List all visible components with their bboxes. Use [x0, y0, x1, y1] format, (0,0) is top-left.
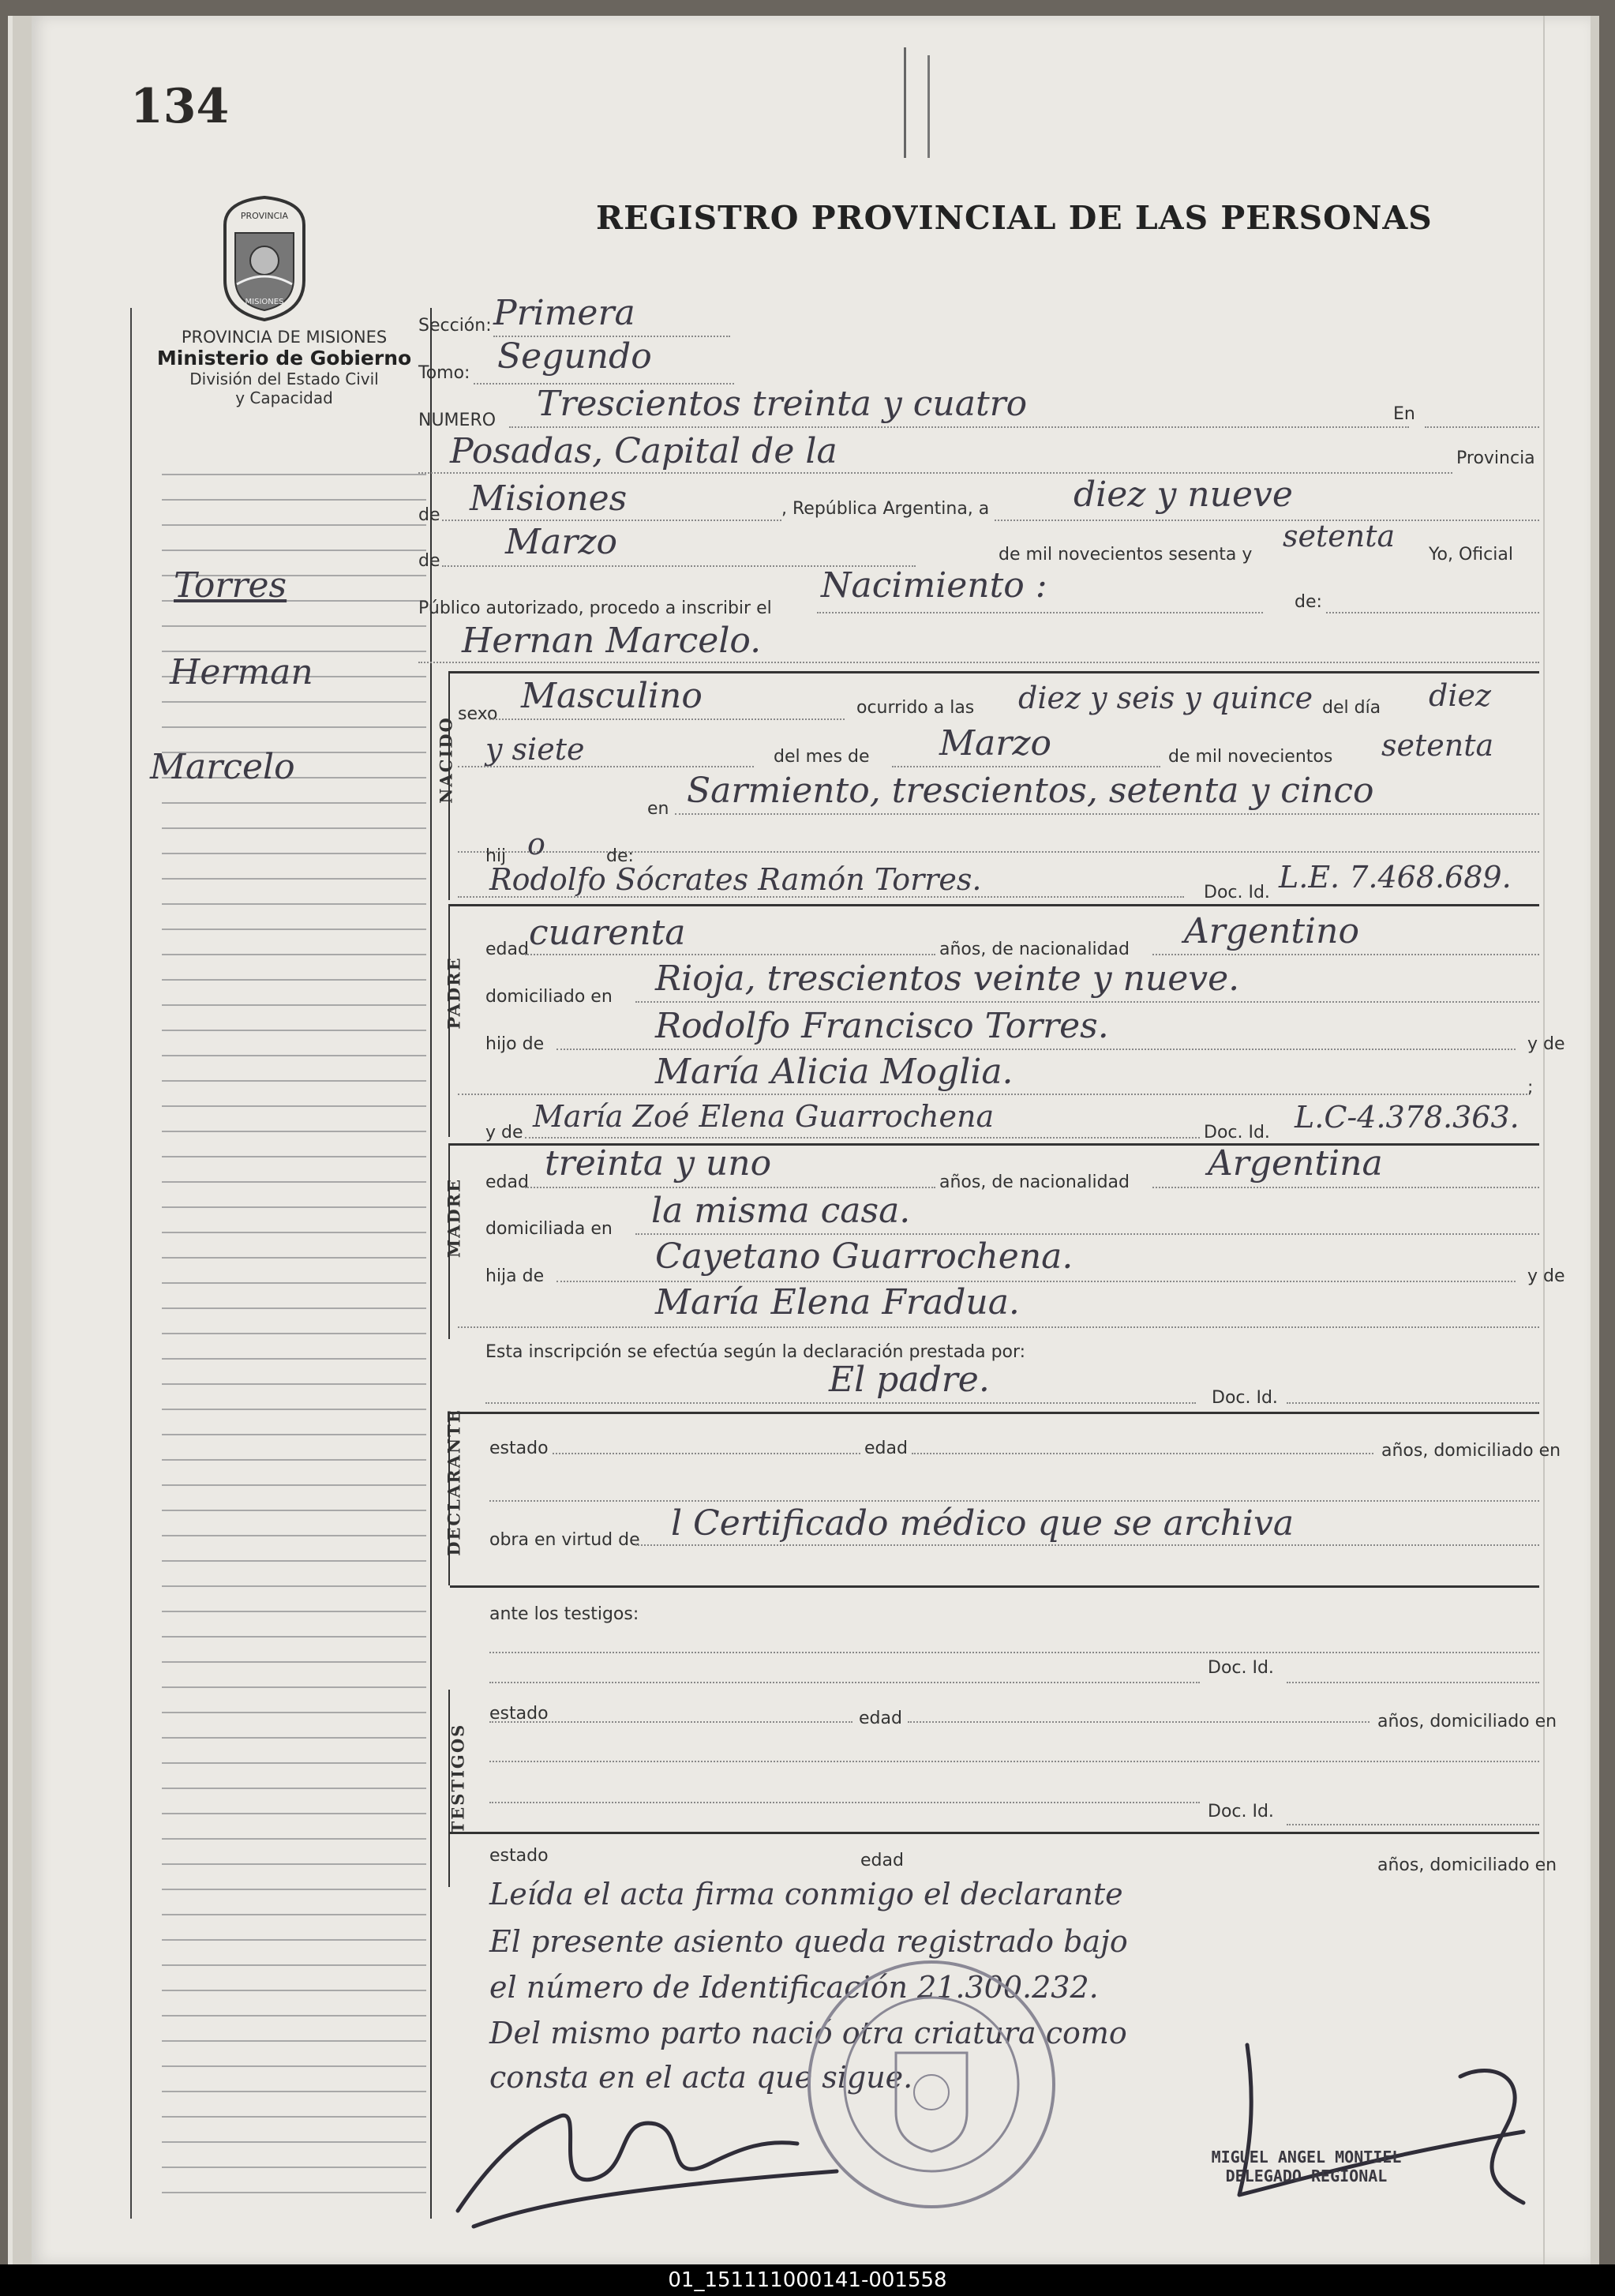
province-seal-icon — [213, 193, 316, 324]
seccion-label: Sección: — [418, 316, 492, 336]
side-heading-padre: PADRE — [444, 956, 464, 1030]
margin-first-name: Herman — [170, 652, 313, 692]
doc-id-madre-label: Doc. Id. — [1204, 1123, 1270, 1142]
registrant-name: Hernan Marcelo. — [462, 621, 762, 661]
edad-declarante-label: edad — [864, 1439, 908, 1458]
edad-padre-value: cuarenta — [529, 913, 686, 953]
lugar-value: Posadas, Capital de la — [450, 431, 837, 471]
anios-testigo1-label: años, domiciliado en — [1377, 1712, 1557, 1731]
nacionalidad-padre-value: Argentino — [1184, 911, 1359, 951]
sexo-label: sexo — [458, 704, 498, 724]
declarant-signature-icon — [426, 2069, 868, 2234]
fold-mark — [927, 55, 930, 158]
semicolon: ; — [1527, 1078, 1534, 1097]
dia-nac-cont: y siete — [485, 732, 585, 767]
page-title: REGISTRO PROVINCIAL DE LAS PERSONAS — [596, 199, 1433, 237]
ocurrido-label: ocurrido a las — [856, 698, 975, 718]
publico-label: Público autorizado, procedo a inscribir el — [418, 598, 772, 618]
officer-stamp-name: MIGUEL ANGEL MONTIEL — [1211, 2148, 1402, 2167]
anios-domicilio-label: años, domiciliado en — [1381, 1441, 1561, 1461]
edad-madre-label: edad — [485, 1172, 529, 1192]
issuer-division-2: y Capacidad — [235, 388, 333, 407]
abuelo-materno: Cayetano Guarrochena. — [655, 1236, 1074, 1277]
anio-label: de mil novecientos sesenta y — [999, 545, 1253, 565]
note-line-2: El presente asiento queda registrado bajo — [489, 1924, 1128, 1959]
estado-label: estado — [489, 1439, 549, 1458]
nacionalidad-madre-value: Argentina — [1208, 1143, 1383, 1184]
madre-name: María Zoé Elena Guarrochena — [533, 1099, 995, 1134]
hijo-suffix: o — [527, 827, 545, 861]
nacionalidad-madre-label: años, de nacionalidad — [939, 1172, 1130, 1192]
anio-nac-value: setenta — [1381, 728, 1494, 763]
domicilio-madre-value: la misma casa. — [651, 1191, 911, 1231]
y-de-madre-label: y de — [485, 1123, 523, 1142]
fold-mark — [904, 47, 906, 158]
edad-testigo1-label: edad — [859, 1709, 902, 1728]
page-right-edge — [1543, 16, 1545, 2264]
mes-nac-value: Marzo — [939, 723, 1051, 763]
ante-testigos-label: ante los testigos: — [489, 1604, 639, 1624]
anios-testigo2-label: años, domiciliado en — [1377, 1855, 1557, 1875]
dia-nac-value: diez — [1429, 678, 1491, 713]
tomo-value: Segundo — [497, 336, 652, 377]
hijo-de-label: hijo de — [485, 1034, 545, 1054]
domicilio-madre-label: domiciliada en — [485, 1219, 613, 1239]
anio-value: setenta — [1283, 519, 1396, 553]
en-nac-label: en — [647, 799, 669, 819]
side-heading-testigos: TESTIGOS — [448, 1723, 468, 1834]
declarante-value: El padre. — [829, 1360, 990, 1400]
edad-testigo2-label: edad — [860, 1851, 904, 1870]
acto-value: Nacimiento : — [821, 565, 1047, 606]
abuelo-paterno: Rodolfo Francisco Torres. — [655, 1006, 1109, 1046]
officer-signature-icon — [1176, 2029, 1555, 2219]
edad-padre-label: edad — [485, 940, 529, 959]
domicilio-padre-value: Rioja, trescientos veinte y nueve. — [655, 959, 1240, 999]
edad-madre-value: treinta y uno — [545, 1143, 772, 1184]
padre-name: Rodolfo Sócrates Ramón Torres. — [489, 862, 982, 897]
abuela-paterna: María Alicia Moglia. — [655, 1052, 1014, 1092]
de-label: de — [418, 505, 440, 525]
de-label-2: de — [418, 551, 440, 571]
doc-id-testigo2-label: Doc. Id. — [1208, 1802, 1274, 1821]
dia-value: diez y nueve — [1074, 475, 1293, 515]
hija-de-label: hija de — [485, 1266, 545, 1286]
side-heading-nacido: NACIDO — [436, 716, 456, 804]
margin-surname: Torres — [174, 565, 287, 606]
del-dia-label: del día — [1322, 698, 1381, 718]
issuer-ministry: Ministerio de Gobierno — [156, 347, 412, 370]
domicilio-padre-label: domiciliado en — [485, 987, 613, 1007]
mes-label: del mes de — [774, 747, 870, 767]
doc-id-testigo1-label: Doc. Id. — [1208, 1658, 1274, 1678]
abuela-materna: María Elena Fradua. — [655, 1282, 1020, 1322]
margin-border-left — [130, 308, 132, 2219]
issuer-province: PROVINCIA DE MISIONES — [181, 328, 388, 347]
note-line-1: Leída el acta firma conmigo el declarante — [489, 1877, 1123, 1911]
numero-label: NUMERO — [418, 411, 496, 430]
svg-text:PROVINCIA: PROVINCIA — [240, 211, 289, 221]
side-heading-madre: MADRE — [444, 1177, 464, 1259]
provincia-value: Misiones — [470, 478, 628, 519]
yo-oficial-label: Yo, Oficial — [1429, 545, 1513, 565]
main-column-border — [430, 308, 432, 2219]
issuer-block — [138, 328, 430, 407]
estado-testigo2-label: estado — [489, 1846, 549, 1866]
register-page — [32, 16, 1591, 2264]
numero-value: Trescientos treinta y cuatro — [537, 384, 1028, 424]
page-number: 134 — [130, 79, 230, 134]
image-id-footer: 01_151111000141-001558 — [0, 2264, 1615, 2296]
y-de-madre-2-label: y de — [1527, 1266, 1565, 1286]
officer-stamp-title: DELEGADO REGIONAL — [1225, 2167, 1388, 2185]
de-padre-label: de: — [606, 846, 634, 866]
provincia-label: Provincia — [1456, 448, 1535, 468]
obra-label: obra en virtud de — [489, 1530, 640, 1550]
sexo-value: Masculino — [521, 676, 703, 716]
madre-doc: L.C-4.378.363. — [1295, 1100, 1519, 1135]
y-de-label: y de — [1527, 1034, 1565, 1054]
declaracion-label: Esta inscripción se efectúa según la declaración prestada por: — [485, 1342, 1026, 1362]
padre-doc: L.E. 7.468.689. — [1279, 860, 1512, 895]
estado-testigo1-label: estado — [489, 1704, 549, 1724]
de-colon-label: de: — [1295, 592, 1322, 612]
mes-value: Marzo — [505, 522, 617, 562]
side-heading-declarante: DECLARANTE — [444, 1409, 464, 1556]
svg-text:MISIONES: MISIONES — [245, 298, 284, 306]
obra-value: l Certificado médico que se archiva — [671, 1503, 1295, 1544]
officer-stamp — [1156, 2148, 1456, 2185]
hijo-label: hij — [485, 846, 507, 866]
hora-value: diez y seis y quince — [1018, 681, 1313, 715]
seccion-value: Primera — [493, 293, 635, 333]
anio-nac-label: de mil novecientos — [1168, 747, 1333, 767]
margin-second-name: Marcelo — [150, 747, 295, 787]
tomo-label: Tomo: — [418, 363, 470, 383]
lugar-nac-value: Sarmiento, trescientos, setenta y cinco — [687, 771, 1374, 811]
doc-id-label: Doc. Id. — [1204, 883, 1270, 902]
note-line-4: Del mismo parto nació otra criatura como — [489, 2016, 1127, 2050]
issuer-division: División del Estado Civil — [189, 370, 379, 388]
note-line-3: el número de Identificación 21.300.232. — [489, 1970, 1099, 2005]
note-line-5: consta en el acta que sigue. — [489, 2060, 913, 2095]
doc-id-declarante-label: Doc. Id. — [1212, 1388, 1278, 1408]
republica-label: , República Argentina, a — [781, 499, 990, 519]
nacionalidad-padre-label: años, de nacionalidad — [939, 940, 1130, 959]
en-label: En — [1393, 404, 1415, 424]
